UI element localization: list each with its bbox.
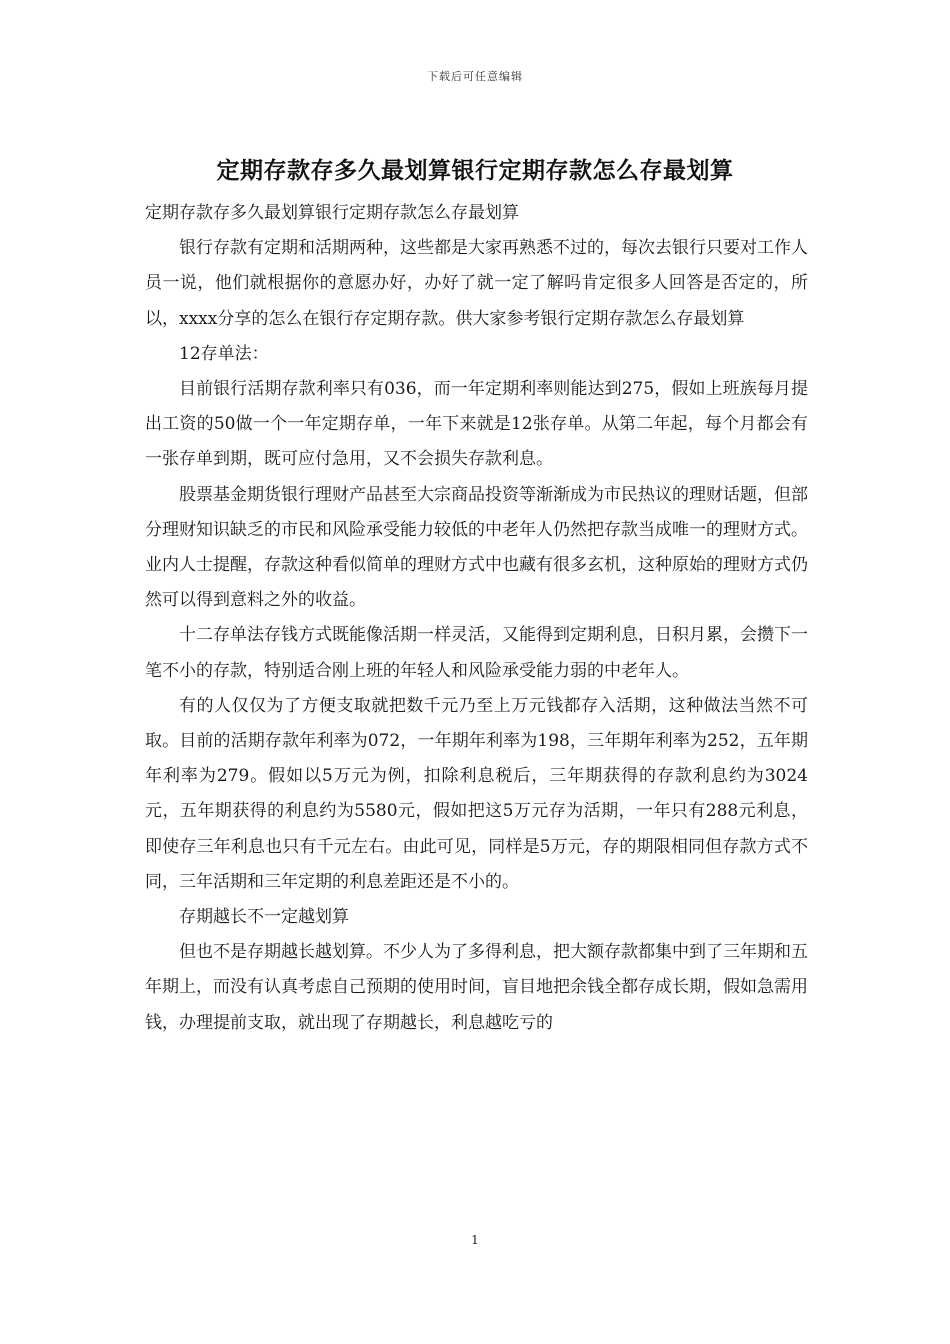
paragraph: 银行存款有定期和活期两种，这些都是大家再熟悉不过的，每次去银行只要对工作人员一说，他们就根据你的意愿办好，办好了就一定了解吗肯定很多人回答是否定的，所以，xxxx分享的怎么在银行存定期存款。供大家参考银行定期存款怎么存最划算 xyxy=(145,238,808,329)
paragraph: 股票基金期货银行理财产品甚至大宗商品投资等渐渐成为市民热议的理财话题，但部分理财知识缺乏的市民和风险承受能力较低的中老年人仍然把存款当成唯一的理财方式。业内人士提醒，存款这种看似简单的理财方式中也藏有很多玄机，这种原始的理财方式仍然可以得到意料之外的收益。 xyxy=(145,484,808,611)
document-title: 定期存款存多久最划算银行定期存款怎么存最划算 xyxy=(216,157,734,184)
paragraph: 十二存单法存钱方式既能像活期一样灵活，又能得到定期利息，日积月累，会攒下一笔不小的存款，特别适合刚上班的年轻人和风险承受能力弱的中老年人。 xyxy=(145,625,808,681)
header-note: 下载后可任意编辑 xyxy=(427,70,523,83)
paragraph: 有的人仅仅为了方便支取就把数千元乃至上万元钱都存入活期，这种做法当然不可取。目前的活期存款年利率为072，一年期年利率为198，三年期年利率为252，五年期年利率为279。假如以5万元为例，扣除利息税后，三年期获得的存款利息约为3024元，五年期获得的利息约为5580元，假如把这5万元存为活期，一年只有288元利息，即使存三年利息也只有千元左右。由此可见，同样是5万元，存的期限相同但存款方式不同，三年活期和三年定期的利息差距还是不小的。 xyxy=(145,695,808,892)
section-heading: 存期越长不一定越划算 xyxy=(179,907,349,928)
paragraph: 12存单法： xyxy=(179,343,269,364)
paragraph: 定期存款存多久最划算银行定期存款怎么存最划算 xyxy=(145,203,519,223)
page-number: 1 xyxy=(471,1233,479,1247)
paragraph: 目前银行活期存款利率只有036，而一年定期利率则能达到275，假如上班族每月提出工资的50做一个一年定期存单，一年下来就是12张存单。从第二年起，每个月都会有一张存单到期，既可应付急用，又不会损失存款利息。 xyxy=(145,379,808,470)
paragraph: 但也不是存期越长越划算。不少人为了多得利息，把大额存款都集中到了三年期和五年期上，而没有认真考虑自己预期的使用时间，盲目地把余钱全都存成长期，假如急需用钱，办理提前支取，就出现了存期越长，利息越吃亏的 xyxy=(145,942,808,1033)
document-body xyxy=(145,196,808,1041)
